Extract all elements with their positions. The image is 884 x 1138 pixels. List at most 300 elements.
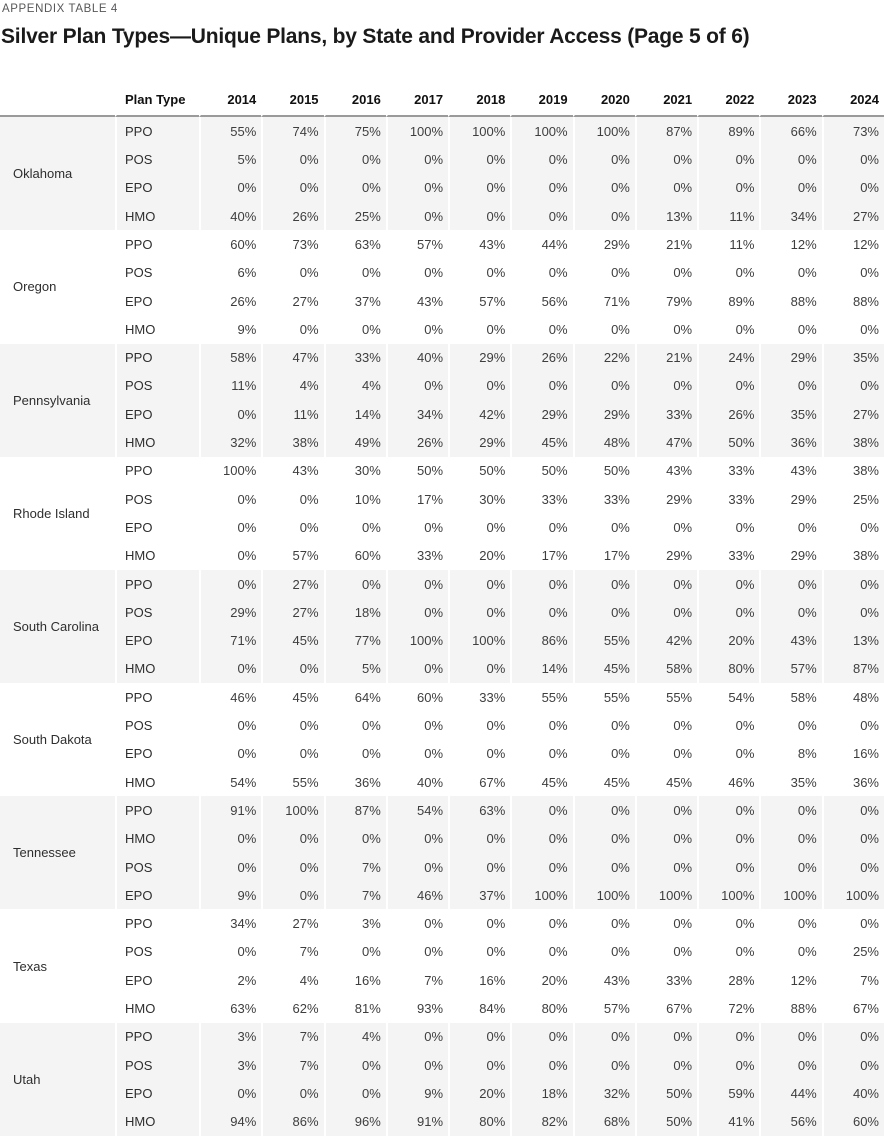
table-row xyxy=(0,711,884,739)
value-cell: 0% xyxy=(199,400,261,428)
value-cell: 7% xyxy=(261,1023,323,1051)
value-cell: 4% xyxy=(261,966,323,994)
value-cell: 0% xyxy=(759,145,821,173)
value-cell: 36% xyxy=(759,428,821,456)
value-cell: 88% xyxy=(822,287,884,315)
plan-type-cell: HMO xyxy=(115,202,199,230)
plan-type-cell: EPO xyxy=(115,400,199,428)
plan-type-cell: POS xyxy=(115,938,199,966)
year-column-header: 2018 xyxy=(448,83,510,117)
value-cell: 50% xyxy=(573,457,635,485)
value-cell: 42% xyxy=(635,626,697,654)
value-cell: 55% xyxy=(573,683,635,711)
appendix-label: APPENDIX TABLE 4 xyxy=(2,3,118,15)
year-column-header: 2021 xyxy=(635,83,697,117)
plan-type-cell: EPO xyxy=(115,287,199,315)
value-cell: 0% xyxy=(697,372,759,400)
value-cell: 0% xyxy=(261,1079,323,1107)
value-cell: 86% xyxy=(261,1108,323,1136)
value-cell: 9% xyxy=(199,881,261,909)
value-cell: 100% xyxy=(448,626,510,654)
value-cell: 0% xyxy=(199,655,261,683)
table-row xyxy=(0,259,884,287)
value-cell: 0% xyxy=(510,1051,572,1079)
value-cell: 28% xyxy=(697,966,759,994)
value-cell: 45% xyxy=(573,655,635,683)
table-header-row xyxy=(0,83,884,117)
value-cell: 0% xyxy=(199,1079,261,1107)
value-cell: 8% xyxy=(759,740,821,768)
value-cell: 0% xyxy=(822,372,884,400)
value-cell: 0% xyxy=(199,513,261,541)
value-cell: 38% xyxy=(822,542,884,570)
value-cell: 0% xyxy=(386,825,448,853)
value-cell: 29% xyxy=(448,344,510,372)
value-cell: 0% xyxy=(759,372,821,400)
value-cell: 0% xyxy=(199,711,261,739)
value-cell: 38% xyxy=(822,428,884,456)
value-cell: 0% xyxy=(261,881,323,909)
plan-type-cell: PPO xyxy=(115,909,199,937)
value-cell: 29% xyxy=(759,344,821,372)
value-cell: 0% xyxy=(386,315,448,343)
value-cell: 0% xyxy=(448,655,510,683)
value-cell: 0% xyxy=(822,259,884,287)
plan-type-cell: PPO xyxy=(115,570,199,598)
value-cell: 74% xyxy=(261,117,323,145)
value-cell: 0% xyxy=(386,570,448,598)
value-cell: 57% xyxy=(759,655,821,683)
table-row xyxy=(0,202,884,230)
value-cell: 10% xyxy=(324,485,386,513)
value-cell: 18% xyxy=(324,598,386,626)
value-cell: 0% xyxy=(510,570,572,598)
plan-type-cell: EPO xyxy=(115,626,199,654)
value-cell: 17% xyxy=(510,542,572,570)
value-cell: 0% xyxy=(324,145,386,173)
value-cell: 72% xyxy=(697,994,759,1022)
value-cell: 55% xyxy=(199,117,261,145)
value-cell: 37% xyxy=(448,881,510,909)
value-cell: 0% xyxy=(822,315,884,343)
value-cell: 38% xyxy=(822,457,884,485)
value-cell: 0% xyxy=(386,1023,448,1051)
value-cell: 67% xyxy=(822,994,884,1022)
plan-type-cell: EPO xyxy=(115,881,199,909)
value-cell: 0% xyxy=(697,740,759,768)
value-cell: 7% xyxy=(261,938,323,966)
value-cell: 12% xyxy=(759,230,821,258)
table-row xyxy=(0,655,884,683)
value-cell: 0% xyxy=(448,1023,510,1051)
year-column-header: 2019 xyxy=(510,83,572,117)
value-cell: 50% xyxy=(510,457,572,485)
value-cell: 26% xyxy=(261,202,323,230)
value-cell: 9% xyxy=(199,315,261,343)
table-row xyxy=(0,598,884,626)
value-cell: 16% xyxy=(448,966,510,994)
table-row xyxy=(0,485,884,513)
value-cell: 9% xyxy=(386,1079,448,1107)
table-row xyxy=(0,230,884,258)
value-cell: 35% xyxy=(759,768,821,796)
value-cell: 27% xyxy=(261,909,323,937)
value-cell: 0% xyxy=(573,259,635,287)
value-cell: 0% xyxy=(448,853,510,881)
value-cell: 56% xyxy=(510,287,572,315)
value-cell: 0% xyxy=(759,1051,821,1079)
value-cell: 0% xyxy=(324,174,386,202)
table-row xyxy=(0,570,884,598)
value-cell: 43% xyxy=(448,230,510,258)
value-cell: 0% xyxy=(759,174,821,202)
value-cell: 0% xyxy=(510,372,572,400)
value-cell: 17% xyxy=(573,542,635,570)
value-cell: 100% xyxy=(510,881,572,909)
value-cell: 34% xyxy=(759,202,821,230)
value-cell: 20% xyxy=(448,542,510,570)
year-column-header: 2016 xyxy=(324,83,386,117)
state-cell: Oklahoma xyxy=(0,117,115,230)
value-cell: 0% xyxy=(261,711,323,739)
value-cell: 0% xyxy=(199,485,261,513)
value-cell: 58% xyxy=(635,655,697,683)
state-cell: Texas xyxy=(0,909,115,1022)
value-cell: 0% xyxy=(448,711,510,739)
value-cell: 13% xyxy=(822,626,884,654)
plan-type-cell: POS xyxy=(115,1051,199,1079)
plan-type-cell: PPO xyxy=(115,117,199,145)
value-cell: 0% xyxy=(386,1051,448,1079)
value-cell: 100% xyxy=(573,881,635,909)
value-cell: 0% xyxy=(635,740,697,768)
value-cell: 0% xyxy=(822,853,884,881)
value-cell: 0% xyxy=(759,825,821,853)
value-cell: 33% xyxy=(386,542,448,570)
value-cell: 0% xyxy=(635,853,697,881)
value-cell: 0% xyxy=(697,145,759,173)
table-row xyxy=(0,1023,884,1051)
value-cell: 33% xyxy=(448,683,510,711)
value-cell: 18% xyxy=(510,1079,572,1107)
value-cell: 33% xyxy=(573,485,635,513)
table-row xyxy=(0,344,884,372)
value-cell: 5% xyxy=(324,655,386,683)
value-cell: 0% xyxy=(573,938,635,966)
value-cell: 60% xyxy=(386,683,448,711)
value-cell: 45% xyxy=(635,768,697,796)
value-cell: 59% xyxy=(697,1079,759,1107)
value-cell: 27% xyxy=(822,202,884,230)
value-cell: 0% xyxy=(759,259,821,287)
value-cell: 0% xyxy=(697,796,759,824)
value-cell: 100% xyxy=(635,881,697,909)
value-cell: 68% xyxy=(573,1108,635,1136)
value-cell: 100% xyxy=(697,881,759,909)
value-cell: 0% xyxy=(573,145,635,173)
value-cell: 0% xyxy=(759,570,821,598)
value-cell: 0% xyxy=(261,853,323,881)
plan-type-cell: HMO xyxy=(115,768,199,796)
value-cell: 0% xyxy=(635,315,697,343)
value-cell: 0% xyxy=(822,598,884,626)
table-row xyxy=(0,315,884,343)
value-cell: 60% xyxy=(199,230,261,258)
value-cell: 0% xyxy=(510,711,572,739)
value-cell: 0% xyxy=(697,825,759,853)
value-cell: 0% xyxy=(573,909,635,937)
plan-type-cell: PPO xyxy=(115,344,199,372)
value-cell: 96% xyxy=(324,1108,386,1136)
value-cell: 0% xyxy=(324,711,386,739)
table-row xyxy=(0,881,884,909)
state-cell: Oregon xyxy=(0,230,115,343)
table-row xyxy=(0,994,884,1022)
value-cell: 0% xyxy=(324,740,386,768)
value-cell: 60% xyxy=(324,542,386,570)
value-cell: 3% xyxy=(199,1051,261,1079)
value-cell: 87% xyxy=(635,117,697,145)
value-cell: 27% xyxy=(261,570,323,598)
value-cell: 0% xyxy=(759,315,821,343)
value-cell: 43% xyxy=(635,457,697,485)
value-cell: 0% xyxy=(759,938,821,966)
value-cell: 0% xyxy=(261,825,323,853)
value-cell: 0% xyxy=(386,372,448,400)
value-cell: 0% xyxy=(261,485,323,513)
value-cell: 50% xyxy=(635,1108,697,1136)
value-cell: 0% xyxy=(822,825,884,853)
value-cell: 36% xyxy=(324,768,386,796)
value-cell: 0% xyxy=(822,711,884,739)
table-row xyxy=(0,400,884,428)
value-cell: 34% xyxy=(386,400,448,428)
value-cell: 50% xyxy=(635,1079,697,1107)
value-cell: 80% xyxy=(510,994,572,1022)
value-cell: 58% xyxy=(759,683,821,711)
value-cell: 33% xyxy=(635,400,697,428)
value-cell: 43% xyxy=(573,966,635,994)
value-cell: 0% xyxy=(386,598,448,626)
value-cell: 50% xyxy=(448,457,510,485)
value-cell: 54% xyxy=(697,683,759,711)
value-cell: 0% xyxy=(635,598,697,626)
value-cell: 0% xyxy=(261,740,323,768)
value-cell: 0% xyxy=(448,145,510,173)
value-cell: 3% xyxy=(199,1023,261,1051)
value-cell: 7% xyxy=(324,853,386,881)
value-cell: 93% xyxy=(386,994,448,1022)
value-cell: 26% xyxy=(199,287,261,315)
value-cell: 7% xyxy=(386,966,448,994)
value-cell: 29% xyxy=(759,485,821,513)
plan-type-cell: EPO xyxy=(115,966,199,994)
plan-type-cell: HMO xyxy=(115,542,199,570)
state-cell: Pennsylvania xyxy=(0,344,115,457)
value-cell: 71% xyxy=(573,287,635,315)
value-cell: 0% xyxy=(448,909,510,937)
value-cell: 29% xyxy=(199,598,261,626)
value-cell: 26% xyxy=(386,428,448,456)
year-column-header: 2017 xyxy=(386,83,448,117)
value-cell: 80% xyxy=(697,655,759,683)
value-cell: 0% xyxy=(510,598,572,626)
value-cell: 0% xyxy=(261,513,323,541)
value-cell: 0% xyxy=(822,1051,884,1079)
value-cell: 0% xyxy=(510,1023,572,1051)
value-cell: 0% xyxy=(573,853,635,881)
value-cell: 0% xyxy=(635,513,697,541)
value-cell: 0% xyxy=(822,909,884,937)
value-cell: 0% xyxy=(510,513,572,541)
value-cell: 89% xyxy=(697,117,759,145)
value-cell: 43% xyxy=(759,626,821,654)
value-cell: 0% xyxy=(573,598,635,626)
table-row xyxy=(0,542,884,570)
value-cell: 0% xyxy=(697,570,759,598)
plan-type-cell: HMO xyxy=(115,1108,199,1136)
value-cell: 6% xyxy=(199,259,261,287)
value-cell: 0% xyxy=(573,315,635,343)
plan-type-cell: PPO xyxy=(115,1023,199,1051)
value-cell: 20% xyxy=(448,1079,510,1107)
value-cell: 73% xyxy=(261,230,323,258)
table-row xyxy=(0,626,884,654)
value-cell: 100% xyxy=(199,457,261,485)
value-cell: 14% xyxy=(324,400,386,428)
value-cell: 32% xyxy=(573,1079,635,1107)
plan-type-cell: PPO xyxy=(115,796,199,824)
value-cell: 0% xyxy=(261,174,323,202)
value-cell: 58% xyxy=(199,344,261,372)
table-row xyxy=(0,372,884,400)
year-column-header: 2020 xyxy=(573,83,635,117)
value-cell: 0% xyxy=(324,825,386,853)
value-cell: 47% xyxy=(261,344,323,372)
value-cell: 44% xyxy=(510,230,572,258)
value-cell: 45% xyxy=(510,768,572,796)
value-cell: 87% xyxy=(324,796,386,824)
value-cell: 0% xyxy=(635,570,697,598)
value-cell: 67% xyxy=(448,768,510,796)
value-cell: 100% xyxy=(448,117,510,145)
plan-type-cell: POS xyxy=(115,598,199,626)
table-row xyxy=(0,1051,884,1079)
value-cell: 0% xyxy=(386,938,448,966)
state-column-header xyxy=(0,83,115,117)
value-cell: 0% xyxy=(759,796,821,824)
value-cell: 0% xyxy=(448,938,510,966)
value-cell: 46% xyxy=(697,768,759,796)
value-cell: 4% xyxy=(261,372,323,400)
value-cell: 36% xyxy=(822,768,884,796)
value-cell: 32% xyxy=(199,428,261,456)
plan-type-cell: EPO xyxy=(115,740,199,768)
value-cell: 0% xyxy=(510,202,572,230)
value-cell: 0% xyxy=(697,513,759,541)
value-cell: 37% xyxy=(324,287,386,315)
value-cell: 45% xyxy=(510,428,572,456)
table-row xyxy=(0,768,884,796)
value-cell: 0% xyxy=(386,740,448,768)
table-row xyxy=(0,287,884,315)
value-cell: 29% xyxy=(635,542,697,570)
value-cell: 0% xyxy=(510,825,572,853)
value-cell: 0% xyxy=(386,711,448,739)
year-column-header: 2015 xyxy=(261,83,323,117)
value-cell: 0% xyxy=(324,1079,386,1107)
value-cell: 0% xyxy=(822,174,884,202)
value-cell: 21% xyxy=(635,344,697,372)
value-cell: 100% xyxy=(822,881,884,909)
value-cell: 54% xyxy=(199,768,261,796)
value-cell: 0% xyxy=(697,1023,759,1051)
value-cell: 29% xyxy=(573,230,635,258)
value-cell: 57% xyxy=(386,230,448,258)
table-row xyxy=(0,174,884,202)
value-cell: 0% xyxy=(324,570,386,598)
plan-type-cell: HMO xyxy=(115,655,199,683)
value-cell: 56% xyxy=(759,1108,821,1136)
value-cell: 87% xyxy=(822,655,884,683)
value-cell: 45% xyxy=(261,683,323,711)
value-cell: 0% xyxy=(635,796,697,824)
value-cell: 0% xyxy=(635,1023,697,1051)
value-cell: 0% xyxy=(386,202,448,230)
value-cell: 73% xyxy=(822,117,884,145)
value-cell: 0% xyxy=(510,796,572,824)
value-cell: 0% xyxy=(635,825,697,853)
page-title: Silver Plan Types—Unique Plans, by State and Provider Access (Page 5 of 6) xyxy=(1,25,750,48)
value-cell: 0% xyxy=(635,259,697,287)
value-cell: 0% xyxy=(635,174,697,202)
value-cell: 29% xyxy=(573,400,635,428)
value-cell: 100% xyxy=(510,117,572,145)
value-cell: 33% xyxy=(697,457,759,485)
value-cell: 0% xyxy=(573,796,635,824)
value-cell: 0% xyxy=(386,174,448,202)
value-cell: 45% xyxy=(261,626,323,654)
value-cell: 13% xyxy=(635,202,697,230)
plan-types-table xyxy=(0,83,884,1136)
value-cell: 0% xyxy=(199,570,261,598)
state-cell: South Dakota xyxy=(0,683,115,796)
value-cell: 27% xyxy=(261,598,323,626)
value-cell: 47% xyxy=(635,428,697,456)
value-cell: 0% xyxy=(386,853,448,881)
value-cell: 26% xyxy=(510,344,572,372)
plan-type-cell: EPO xyxy=(115,174,199,202)
value-cell: 79% xyxy=(635,287,697,315)
value-cell: 0% xyxy=(261,259,323,287)
value-cell: 0% xyxy=(510,938,572,966)
value-cell: 0% xyxy=(573,1023,635,1051)
value-cell: 20% xyxy=(510,966,572,994)
value-cell: 100% xyxy=(759,881,821,909)
value-cell: 0% xyxy=(697,711,759,739)
value-cell: 0% xyxy=(635,909,697,937)
value-cell: 11% xyxy=(261,400,323,428)
value-cell: 2% xyxy=(199,966,261,994)
value-cell: 57% xyxy=(448,287,510,315)
value-cell: 86% xyxy=(510,626,572,654)
value-cell: 30% xyxy=(324,457,386,485)
plan-type-cell: EPO xyxy=(115,513,199,541)
value-cell: 29% xyxy=(448,428,510,456)
value-cell: 27% xyxy=(822,400,884,428)
value-cell: 0% xyxy=(261,315,323,343)
value-cell: 33% xyxy=(697,542,759,570)
